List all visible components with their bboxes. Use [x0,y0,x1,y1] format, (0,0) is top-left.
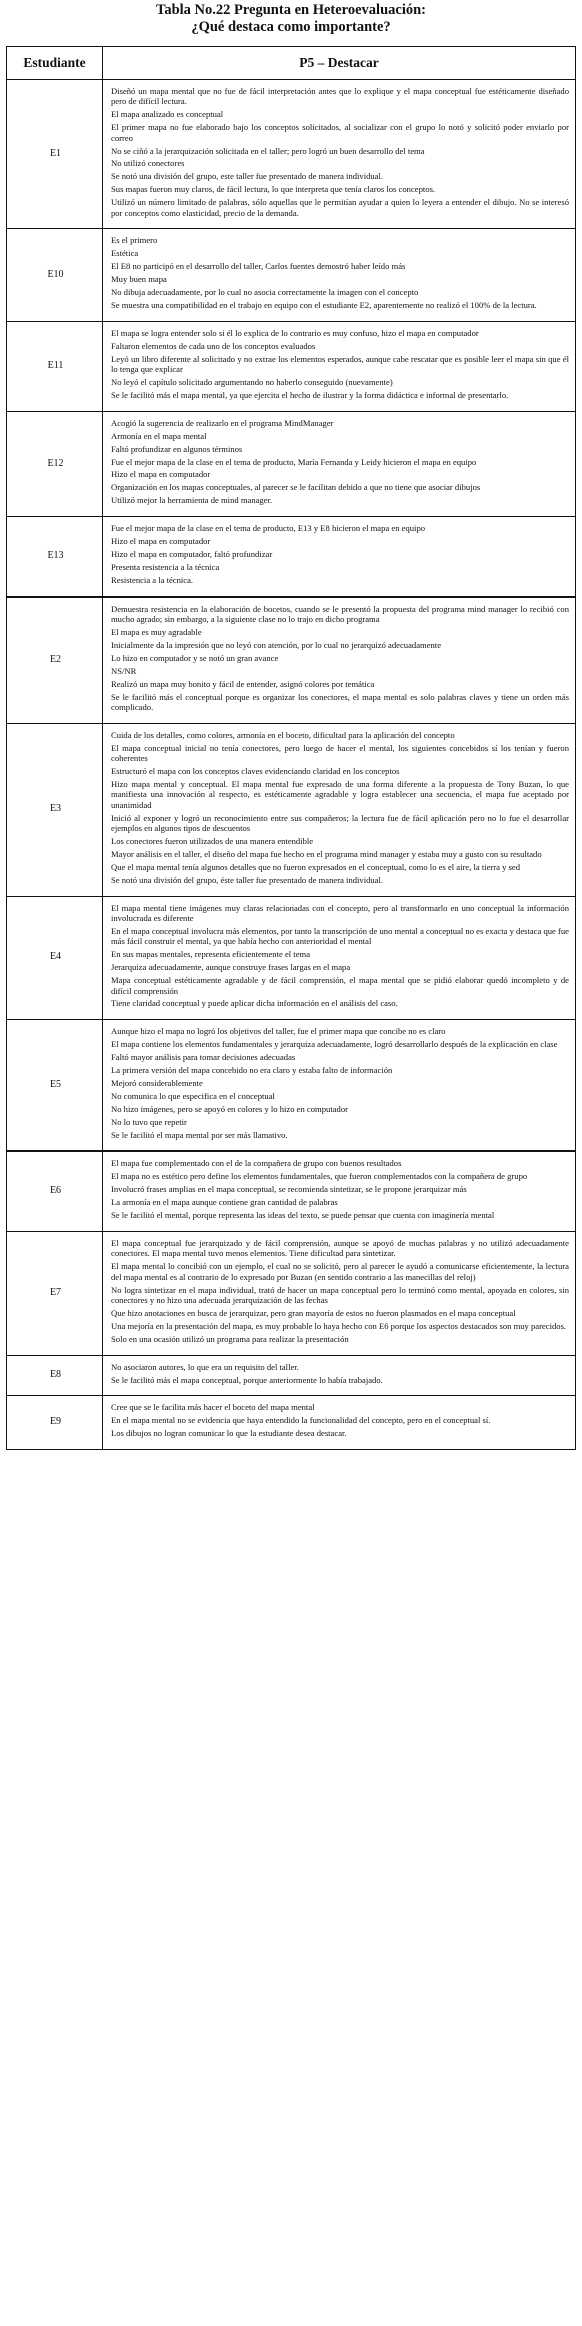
header-destacar: P5 – Destacar [103,47,576,80]
table-row [7,597,576,724]
table-row [7,1020,576,1152]
student-code: E11 [7,321,103,411]
table-row [7,80,576,229]
destacar-cell [103,1151,576,1231]
observation-line: Solo en una ocasión utilizó un programa para realizar la presentación [111,1333,349,1344]
observation-line: Una mejoría en la presentación del mapa, es muy probable lo haya hecho con E6 porque los aspectos destacados son muy parecidos. [111,1320,567,1331]
destacar-cell [103,1396,576,1450]
observation-line: Fue el mejor mapa de la clase en el tema de producto, María Fernanda y Leidy hicieron el mapa en equipo [111,456,477,467]
table-row [7,411,576,516]
observation-line: No logra sintetizar en el mapa individual, trató de hacer un mapa conceptual pero lo terminó como mental, apoyada en colores, sin conectores y no hizo una adecuada jerarquización de las fechas [111,1284,569,1306]
student-code: E7 [7,1232,103,1356]
observation-line: La primera versión del mapa concebido no era claro y estaba falto de información [111,1065,393,1076]
observation-line: Se le facilitó más el mapa mental, ya que ejercita el hecho de ilustrar y la forma didáctica e informal de presentarlo. [111,389,509,400]
destacar-cell [103,723,576,896]
observation-line: Que hizo anotaciones en busca de jerarquizar, pero gran mayoría de estos no fueron plasmados en el mapa conceptual [111,1307,516,1318]
observation-line: Estética [111,248,139,259]
student-code: E2 [7,597,103,724]
observation-line: Faltó profundizar en algunos términos [111,443,243,454]
observation-line: Muy buen mapa [111,274,167,285]
observation-line: El mapa conceptual fue jerarquizado y de fácil comprensión, aunque se apoyó de muchas palabras y no utilizó adecuadamente conectores. El mapa mental tuvo menos elementos. Tiene dificultad para sintetizar. [111,1238,569,1259]
table-row [7,321,576,411]
student-code: E8 [7,1355,103,1396]
observation-line: El mapa fue complementado con el de la compañera de grupo con buenos resultados [111,1158,402,1169]
student-code: E1 [7,80,103,229]
observation-line: Realizó un mapa muy bonito y fácil de entender, asignó colores por temática [111,678,375,689]
observation-line: Faltó mayor análisis para tomar decisiones adecuadas [111,1052,296,1063]
observation-line: Se muestra una compatibilidad en el trabajo en equipo con el estudiante E2, aparentemente no realizó el 100% de la lectura. [111,300,537,310]
destacar-cell [103,1232,576,1356]
observation-line: Es el primero [111,235,158,246]
observation-line: No asociaron autores, lo que era un requisito del taller. [111,1361,299,1372]
student-code: E9 [7,1396,103,1450]
observation-line: Se notó una división del grupo, éste taller fue presentado de manera individual. [111,874,384,885]
destacar-cell [103,597,576,724]
table-row [7,517,576,597]
observation-line: Tiene claridad conceptual y puede aplicar dicha información en el análisis del caso. [111,998,398,1009]
observation-line: Los conectores fueron utilizados de una manera entendible [111,836,314,847]
observation-line: Cuida de los detalles, como colores, armonía en el boceto, dificultad para la aplicación del concepto [111,729,455,740]
observation-line: Hizo el mapa en computador [111,469,211,480]
observation-line: Hizo mapa mental y conceptual. El mapa mental fue expresado de una forma diferente a la propuesta de Tony Buzan, lo que manifiesta una innovación al respecto, es estéticamente agradable y logra establecer una secuencia, el mapa fue aceptado por unanimidad [111,779,569,810]
observation-line: Que el mapa mental tenía algunos detalles que no fueron expresados en el conceptual, como lo es el aire, la tierra y sed [111,861,521,872]
observation-line: Organización en los mapas conceptuales, al parecer se le facilitan debido a que no tiene que asociar dibujos [111,482,481,493]
observation-line: Demuestra resistencia en la elaboración de bocetos, cuando se le presentó la propuesta del programa mind manager lo recibió con mucho agrado; sin embargo, a la siguiente clase no lo trajo en dicho programa [111,603,569,625]
observation-line: Utilizó un número limitado de palabras, sólo aquellas que le permitían ayudar a quien lo leyera a entender el dibujo. No se interesó por conceptos como elasticidad, precio de la demanda. [111,197,569,218]
table-row [7,896,576,1020]
observation-line: No hizo imágenes, pero se apoyó en colores y lo hizo en computador [111,1103,348,1114]
observation-line: Aunque hizo el mapa no logró los objetivos del taller, fue el primer mapa que concibe no es claro [111,1026,446,1037]
observation-line: Mejoró considerablemente [111,1077,203,1088]
table-title [6,2,576,36]
title-line-2: ¿Qué destaca como importante? [191,19,391,35]
destacar-cell [103,1020,576,1152]
observation-line: No comunica lo que especifica en el conceptual [111,1090,275,1101]
student-code: E10 [7,229,103,321]
observation-line: NS/NR [111,665,137,676]
observation-line: Acogió la sugerencia de realizarlo en el programa MindManager [111,417,334,428]
observation-line: No leyó el capítulo solicitado argumentando no haberlo conseguido (nuevamente) [111,377,393,388]
observation-line: Se notó una división del grupo, este taller fue presentado de manera individual. [111,171,384,182]
observation-line: La armonía en el mapa aunque contiene gran cantidad de palabras [111,1197,338,1208]
observation-line: Presenta resistencia a la técnica [111,561,220,572]
observation-line: Armonía en el mapa mental [111,430,207,441]
student-code: E12 [7,411,103,516]
observation-line: El mapa es muy agradable [111,627,202,638]
observation-line: Inicialmente da la impresión que no leyó con atención, por lo cual no jerarquizó adecuadamente [111,639,442,650]
observation-line: El mapa contiene los elementos fundamentales y jerarquiza adecuadamente, logró desarrollarlo después de la explicación en clase [111,1039,558,1050]
observation-line: El E8 no participó en el desarrollo del taller, Carlos fuentes demostró haber leído más [111,261,406,272]
student-code: E5 [7,1020,103,1152]
table-header-row [7,47,576,80]
student-code: E4 [7,896,103,1020]
observation-line: Los dibujos no logran comunicar lo que la estudiante desea destacar. [111,1428,347,1439]
observation-line: No lo tuvo que repetir [111,1116,187,1127]
table-row [7,229,576,321]
observation-line: El mapa se logra entender solo si él lo explica de lo contrario es muy confuso, hizo el mapa en computador [111,327,479,338]
observation-line: Se le facilitó el mapa mental por ser más llamativo. [111,1129,288,1140]
destacar-cell [103,411,576,516]
observation-line: El mapa conceptual inicial no tenía conectores, pero luego de hacer el mental, los siguientes concebidos sí los tenían y fueron coherentes [111,742,569,764]
observation-line: Se le facilitó más el mapa conceptual, porque anteriormente lo había trabajado. [111,1374,383,1385]
destacar-cell [103,321,576,411]
observation-line: Sus mapas fueron muy claros, de fácil lectura, lo que interpreta que tenía claros los conceptos. [111,184,436,195]
destacar-cell [103,517,576,597]
observation-line: Fue el mejor mapa de la clase en el tema de producto, E13 y E8 hicieron el mapa en equipo [111,523,426,534]
observation-line: En el mapa conceptual involucra más elementos, por tanto la transcripción de uno mental a conceptual no es exacta y destaca que fue más fácil construir el mental, ya que había hecho con anterioridad el mental [111,925,569,947]
table-row [7,1151,576,1231]
observation-line: No se ciñó a la jerarquización solicitada en el taller; pero logró un buen desarrollo del tema [111,145,425,156]
observation-line: El mapa mental lo concibió con un ejemplo, el cual no se solicitó, pero al parecer le ayudó a comunicarse eficientemente, la lectura del mapa mental es al contrario de lo expresado por Buzan (en sentido contrario a las manecillas del reloj) [111,1261,569,1282]
observation-line: Leyó un libro diferente al solicitado y no extrae los elementos esperados, aunque cabe rescatar que es posible leer el mapa sin que él lo tenga que explicar [111,353,569,375]
observation-line: Diseñó un mapa mental que no fue de fácil interpretación antes que lo explique y el mapa conceptual fue estéticamente diseñado pero de difícil lectura. [111,86,569,107]
student-code: E13 [7,517,103,597]
title-line-1: Tabla No.22 Pregunta en Heteroevaluación: [156,2,426,18]
observation-line: Se le facilitó más el conceptual porque es organizar los conectores, el mapa mental es solo palabras claves y tiene un orden más complicado. [111,691,569,712]
observation-line: Estructuró el mapa con los conceptos claves evidenciando claridad en los conceptos [111,766,400,777]
observation-line: Hizo el mapa en computador [111,536,211,547]
observation-line: El primer mapa no fue elaborado bajo los conceptos solicitados, al socializar con el grupo lo notó y solicitó poder enviarlo por correo [111,122,569,143]
destacar-cell [103,80,576,229]
destacar-cell [103,896,576,1020]
observation-line: El mapa mental tiene imágenes muy claras relacionadas con el concepto, pero al transformarlo en uno conceptual la información involucrada es diferente [111,902,569,924]
observation-line: Mapa conceptual estéticamente agradable y de fácil comprensión, el mapa mental que se pidió elaborar quedó incompleto y de difícil comprensión [111,975,569,996]
observation-line: No utilizó conectores [111,158,185,169]
observation-line: El mapa no es estético pero define los elementos fundamentales, que fueron complementados con la compañera de grupo [111,1171,528,1182]
destacar-cell [103,229,576,321]
table-row [7,1396,576,1450]
observation-line: En sus mapas mentales, representa eficientemente el tema [111,949,311,960]
table-body [7,80,576,1450]
observation-line: Cree que se le facilita más hacer el boceto del mapa mental [111,1402,315,1413]
observation-line: Resistencia a la técnica. [111,574,194,585]
student-code: E6 [7,1151,103,1231]
observation-line: Lo hizo en computador y se notó un gran avance [111,652,279,663]
observation-line: Involucró frases amplias en el mapa conceptual, se recomienda sintetizar, se le propone jerarquizar más [111,1184,467,1195]
observation-line: Jerarquiza adecuadamente, aunque construye frases largas en el mapa [111,962,351,973]
observation-line: Mayor análisis en el taller, el diseño del mapa fue hecho en el programa mind manager y estaba muy a gusto con su resultado [111,848,542,859]
observation-line: Se le facilitó el mental, porque representa las ideas del texto, se puede pensar que cuenta con imaginería mental [111,1210,495,1221]
table-row [7,1232,576,1356]
observation-line: En el mapa mental no se evidencia que haya entendido la funcionalidad del concepto, pero en el conceptual sí. [111,1415,491,1426]
observation-line: No dibuja adecuadamente, por lo cual no asocia correctamente la imagen con el concepto [111,287,419,298]
destacar-cell [103,1355,576,1396]
table-row [7,1355,576,1396]
observation-line: Utilizó mejor la herramienta de mind manager. [111,495,273,506]
observation-line: Hizo el mapa en computador, faltó profundizar [111,549,273,559]
observation-line: Faltaron elementos de cada uno de los conceptos evaluados [111,340,316,351]
table-row [7,723,576,896]
observation-line: El mapa analizado es conceptual [111,109,224,120]
header-student: Estudiante [7,47,103,80]
observation-line: Inició al exponer y logró un reconocimiento entre sus compañeros; la lectura fue de fácil aplicación pero no lo fue el desarrollar ejemplos en algunos tipos de descuentos [111,812,569,834]
student-code: E3 [7,723,103,896]
evaluation-table [6,46,576,1450]
